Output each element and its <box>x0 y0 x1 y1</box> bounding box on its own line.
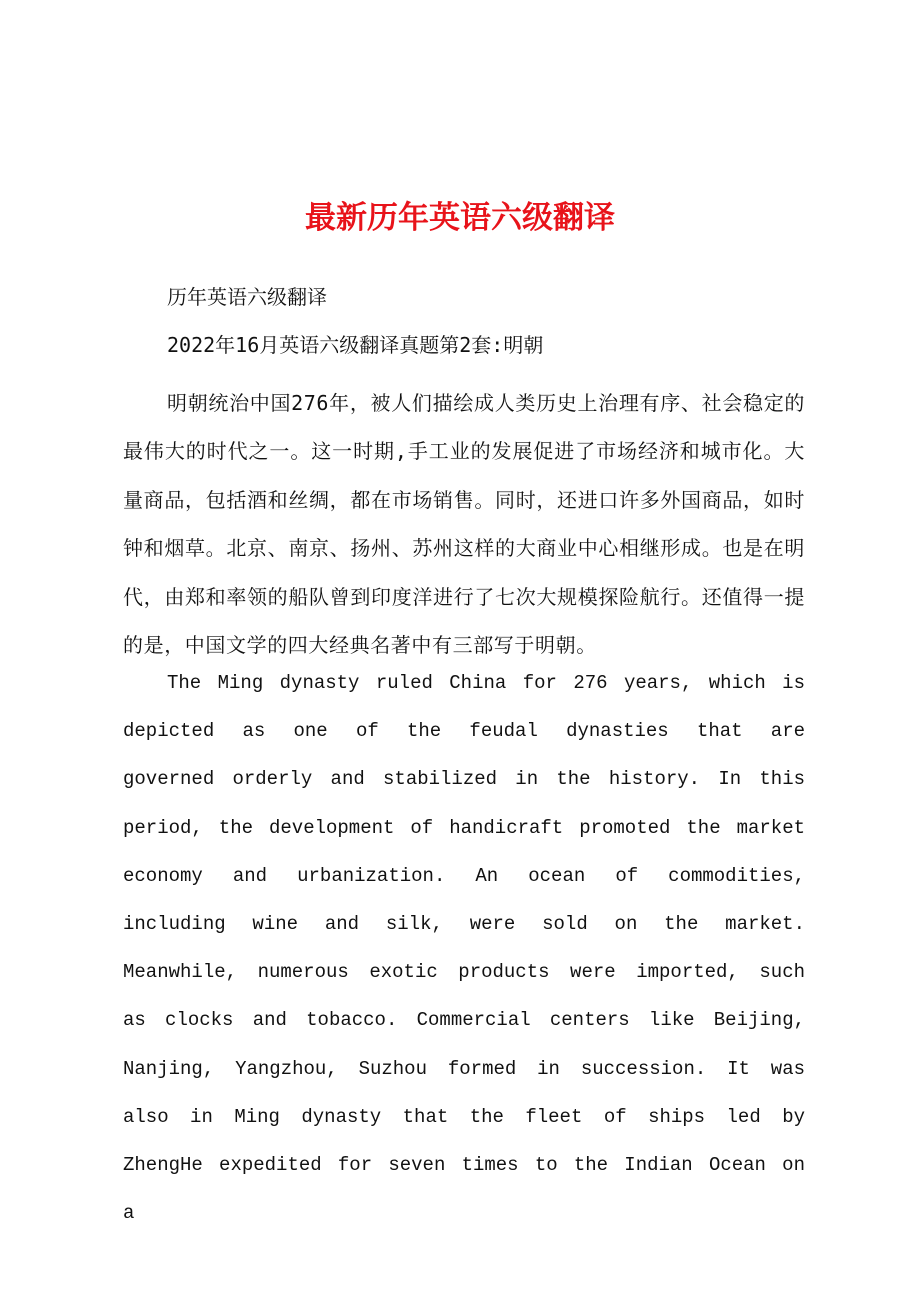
exam-title: 2022年16月英语六级翻译真题第2套:明朝 <box>167 333 544 357</box>
english-paragraph: The Ming dynasty ruled China for 276 years, which is depicted as one of the feudal dynasties that are governed orderly and stabilized in the history. In this period, the development of handicraft promoted the market economy and urbanization. An ocean of commodities, including wine and silk, were sold on the market. Meanwhile, numerous exotic products were imported, such as clocks and tobacco. Commercial centers like Beijing, Nanjing, Yangzhou, Suzhou formed in succession. It was also in Ming dynasty that the fleet of ships led by ZhengHe expedited for seven times to the Indian Ocean on a <box>123 672 805 1225</box>
chinese-paragraph: 明朝统治中国276年，被人们描绘成人类历史上治理有序、社会稳定的最伟大的时代之一。这一时期,手工业的发展促进了市场经济和城市化。大量商品，包括酒和丝绸，都在市场销售。同时，还进口许多外国商品，如时钟和烟草。北京、南京、扬州、苏州这样的大商业中心相继形成。也是在明代，由郑和率领的船队曾到印度洋进行了七次大规模探险航行。还值得一提的是，中国文学的四大经典名著中有三部写于明朝。 <box>123 391 805 658</box>
document-subtitle: 历年英语六级翻译 <box>167 285 327 309</box>
document-title: 最新历年英语六级翻译 <box>305 200 615 236</box>
